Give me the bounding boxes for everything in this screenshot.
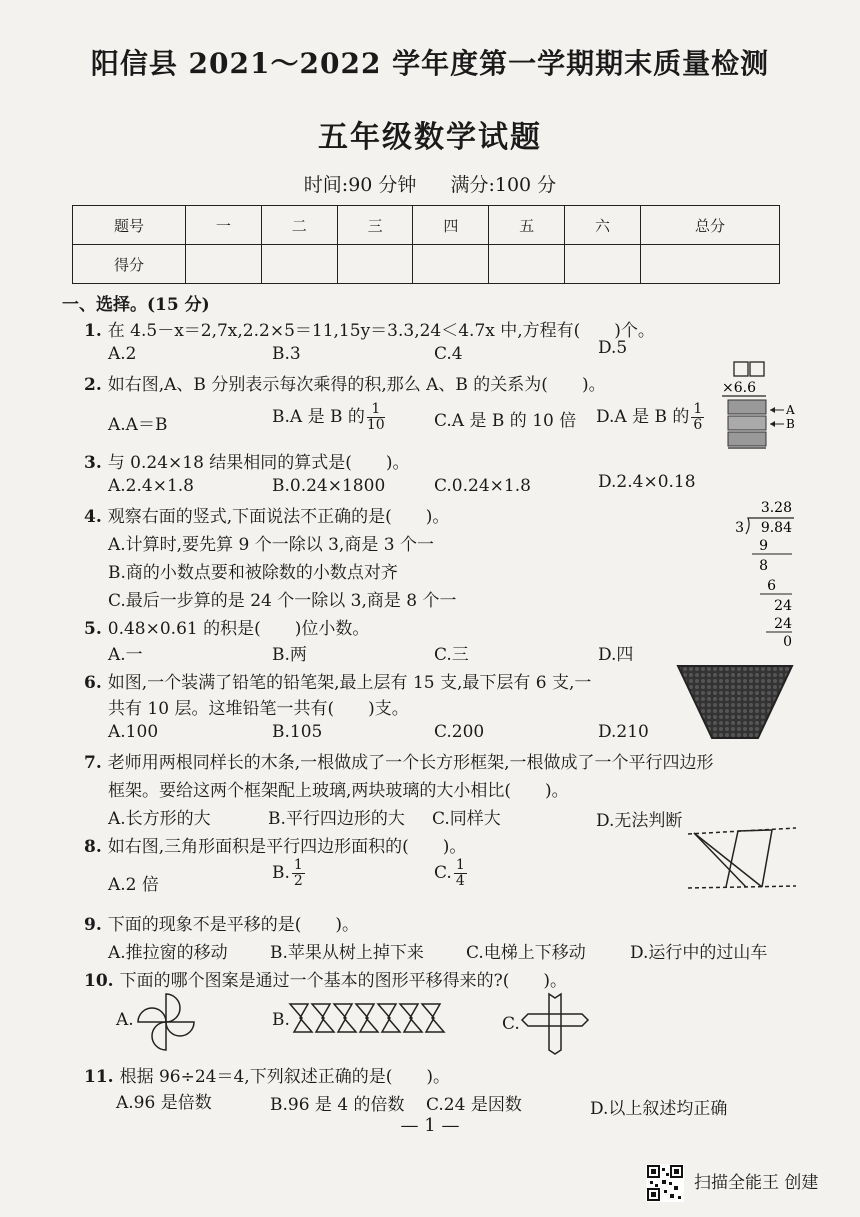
fraction-numerator: 1 xyxy=(293,857,303,873)
division-quotient: 3.28 xyxy=(760,500,792,516)
fraction-denominator: 2 xyxy=(293,873,303,889)
option-a[interactable]: A.2.4×1.8 xyxy=(108,476,194,496)
option-c[interactable]: C.4 xyxy=(434,344,463,364)
table-cell: 二 xyxy=(261,206,337,245)
cross-figure xyxy=(520,992,590,1056)
question-9 xyxy=(84,910,359,935)
option-d[interactable]: D.2.4×0.18 xyxy=(598,472,696,492)
question-text: 观察右面的竖式,下面说法不正确的是( )。 xyxy=(107,507,450,527)
option-d[interactable] xyxy=(596,402,706,433)
division-step: 8 xyxy=(759,558,768,574)
table-cell: 总分 xyxy=(640,206,779,245)
option-text: B. xyxy=(272,863,290,883)
question-5 xyxy=(84,614,369,639)
score-entry-cell[interactable] xyxy=(489,245,565,284)
score-table-score-row xyxy=(73,245,780,284)
option-a[interactable]: A.2 倍 xyxy=(108,875,159,895)
question-8 xyxy=(84,832,466,857)
option-a[interactable]: A.2 xyxy=(108,344,137,364)
option-a[interactable]: A.A＝B xyxy=(108,415,168,435)
option-b[interactable]: B.平行四边形的大 xyxy=(268,809,405,829)
question-number: 8. xyxy=(84,837,102,857)
question-number: 11. xyxy=(84,1067,114,1087)
option-b[interactable]: B.商的小数点要和被除数的小数点对齐 xyxy=(108,563,398,583)
pencil-stack-figure xyxy=(676,660,794,742)
question-number: 9. xyxy=(84,915,102,935)
option-text: B.A 是 B 的 xyxy=(272,407,365,427)
option-c[interactable]: C.最后一步算的是 24 个一除以 3,商是 8 个一 xyxy=(108,591,457,611)
score-entry-cell[interactable] xyxy=(565,245,641,284)
zigzag-pattern-figure xyxy=(288,996,448,1040)
fraction xyxy=(454,858,467,889)
question-text: 老师用两根同样长的木条,一根做成了一个长方形框架,一根做成了一个平行四边形 xyxy=(107,753,714,773)
option-c[interactable]: C.24 是因数 xyxy=(426,1095,522,1115)
triangle-parallelogram-figure xyxy=(686,822,798,894)
score-table-header-row xyxy=(73,206,780,245)
question-text: 在 4.5－x＝2,7x,2.2×5＝11,15y＝3.3,24＜4.7x 中,方程有( )个。 xyxy=(107,321,655,341)
exam-full-score: 满分:100 分 xyxy=(450,174,557,196)
long-division-figure xyxy=(730,498,800,648)
question-4 xyxy=(84,502,449,527)
option-a[interactable]: A.96 是倍数 xyxy=(116,1093,212,1113)
page-number: — 1 — xyxy=(400,1115,460,1136)
option-d[interactable]: D.210 xyxy=(598,722,649,742)
option-d[interactable]: D.以上叙述均正确 xyxy=(590,1099,728,1119)
option-text: D.A 是 B 的 xyxy=(596,407,690,427)
question-text: 下面的现象不是平移的是( )。 xyxy=(107,915,360,935)
fraction-denominator: 10 xyxy=(366,417,385,433)
fraction xyxy=(367,402,385,433)
table-cell: 五 xyxy=(489,206,565,245)
option-c[interactable]: C. xyxy=(502,1014,520,1034)
question-text: 根据 96÷24＝4,下列叙述正确的是( )。 xyxy=(119,1067,450,1087)
division-step: 0 xyxy=(783,634,792,650)
fraction xyxy=(292,858,305,889)
question-text: 0.48×0.61 的积是( )位小数。 xyxy=(107,619,370,639)
option-c[interactable]: C.0.24×1.8 xyxy=(434,476,531,496)
option-a[interactable]: A. xyxy=(116,1010,134,1030)
option-a[interactable]: A.长方形的大 xyxy=(108,809,211,829)
option-c[interactable]: C.同样大 xyxy=(432,809,501,829)
fraction-denominator: 4 xyxy=(455,873,465,889)
question-text-continued: 框架。要给这两个框架配上玻璃,两块玻璃的大小相比( )。 xyxy=(108,781,569,801)
question-number: 6. xyxy=(84,673,102,693)
division-dividend: 9.84 xyxy=(760,520,792,536)
qr-code-icon xyxy=(646,1164,684,1202)
fraction-denominator: 6 xyxy=(693,417,703,433)
score-entry-cell[interactable] xyxy=(337,245,413,284)
exam-subtitle: 五年级数学试题 xyxy=(318,120,542,155)
exam-title: 阳信县 2021～2022 学年度第一学期期末质量检测 xyxy=(90,47,770,80)
question-6 xyxy=(84,668,591,693)
label-a: A xyxy=(786,403,795,417)
fraction-numerator: 1 xyxy=(693,401,703,417)
option-c[interactable]: C.A 是 B 的 10 倍 xyxy=(434,411,577,431)
option-b[interactable]: B.105 xyxy=(272,722,323,742)
question-number: 1. xyxy=(84,321,102,341)
option-d[interactable]: D.无法判断 xyxy=(596,811,683,831)
score-entry-cell[interactable] xyxy=(261,245,337,284)
fraction-numerator: 1 xyxy=(455,857,465,873)
question-text-continued: 共有 10 层。这堆铅笔一共有( )支。 xyxy=(108,699,409,719)
division-step: 24 xyxy=(774,598,792,614)
multiplier-label: ×6.6 xyxy=(722,380,756,396)
option-c[interactable] xyxy=(434,858,469,889)
question-number: 3. xyxy=(84,453,102,473)
question-number: 4. xyxy=(84,507,102,527)
fraction-numerator: 1 xyxy=(367,402,385,418)
option-b[interactable]: B.两 xyxy=(272,645,307,665)
question-10 xyxy=(84,966,567,991)
option-b[interactable]: B.96 是 4 的倍数 xyxy=(270,1095,405,1115)
score-entry-cell[interactable] xyxy=(413,245,489,284)
question-number: 10. xyxy=(84,971,114,991)
table-cell: 一 xyxy=(186,206,262,245)
question-number: 7. xyxy=(84,753,102,773)
question-text: 如图,一个装满了铅笔的铅笔架,最上层有 15 支,最下层有 6 支,一 xyxy=(107,673,592,693)
question-11 xyxy=(84,1062,450,1087)
option-d[interactable]: D.5 xyxy=(598,338,628,358)
table-cell: 六 xyxy=(565,206,641,245)
question-text: 下面的哪个图案是通过一个基本的图形平移得来的?( )。 xyxy=(119,971,567,991)
division-step: 24 xyxy=(774,616,792,632)
option-a[interactable]: A.100 xyxy=(108,722,159,742)
question-text: 与 0.24×18 结果相同的算式是( )。 xyxy=(107,453,410,473)
question-2 xyxy=(84,370,606,395)
fraction xyxy=(691,402,704,433)
table-cell: 四 xyxy=(413,206,489,245)
exam-time: 时间:90 分钟 xyxy=(303,174,417,196)
option-b[interactable]: B.0.24×1800 xyxy=(272,476,386,496)
option-d[interactable]: D.四 xyxy=(598,645,634,665)
option-a[interactable]: A.计算时,要先算 9 个一除以 3,商是 3 个一 xyxy=(108,535,434,555)
multiplication-figure xyxy=(720,362,800,462)
option-a[interactable]: A.一 xyxy=(108,645,143,665)
division-step: 9 xyxy=(759,538,768,554)
option-b[interactable]: B. xyxy=(272,1010,290,1030)
pinwheel-figure xyxy=(134,990,198,1054)
option-c[interactable]: C.200 xyxy=(434,722,485,742)
score-table xyxy=(72,205,780,284)
section-heading: 一、选择。(15 分) xyxy=(62,295,210,315)
question-7 xyxy=(84,748,714,773)
table-cell: 得分 xyxy=(73,245,186,284)
option-a[interactable]: A.推拉窗的移动 xyxy=(108,943,228,963)
question-3 xyxy=(84,448,410,473)
option-b[interactable] xyxy=(272,402,387,433)
exam-info xyxy=(0,170,860,197)
option-d[interactable]: D.运行中的过山车 xyxy=(630,943,768,963)
score-entry-cell[interactable] xyxy=(186,245,262,284)
question-number: 5. xyxy=(84,619,102,639)
option-c[interactable]: C.电梯上下移动 xyxy=(466,943,586,963)
division-divisor: 3 xyxy=(735,520,744,536)
division-step: 6 xyxy=(767,578,776,594)
question-text: 如右图,三角形面积是平行四边形面积的( )。 xyxy=(107,837,467,857)
option-b[interactable] xyxy=(272,858,307,889)
label-b: B xyxy=(786,417,795,431)
score-entry-cell[interactable] xyxy=(640,245,779,284)
table-cell: 三 xyxy=(337,206,413,245)
table-cell: 题号 xyxy=(73,206,186,245)
option-c[interactable]: C.三 xyxy=(434,645,469,665)
option-text: C. xyxy=(434,863,452,883)
option-b[interactable]: B.苹果从树上掉下来 xyxy=(270,943,424,963)
option-b[interactable]: B.3 xyxy=(272,344,301,364)
question-number: 2. xyxy=(84,375,102,395)
question-1 xyxy=(84,316,655,341)
question-text: 如右图,A、B 分别表示每次乘得的积,那么 A、B 的关系为( )。 xyxy=(107,375,606,395)
scanner-watermark: 扫描全能王 创建 xyxy=(694,1173,819,1193)
